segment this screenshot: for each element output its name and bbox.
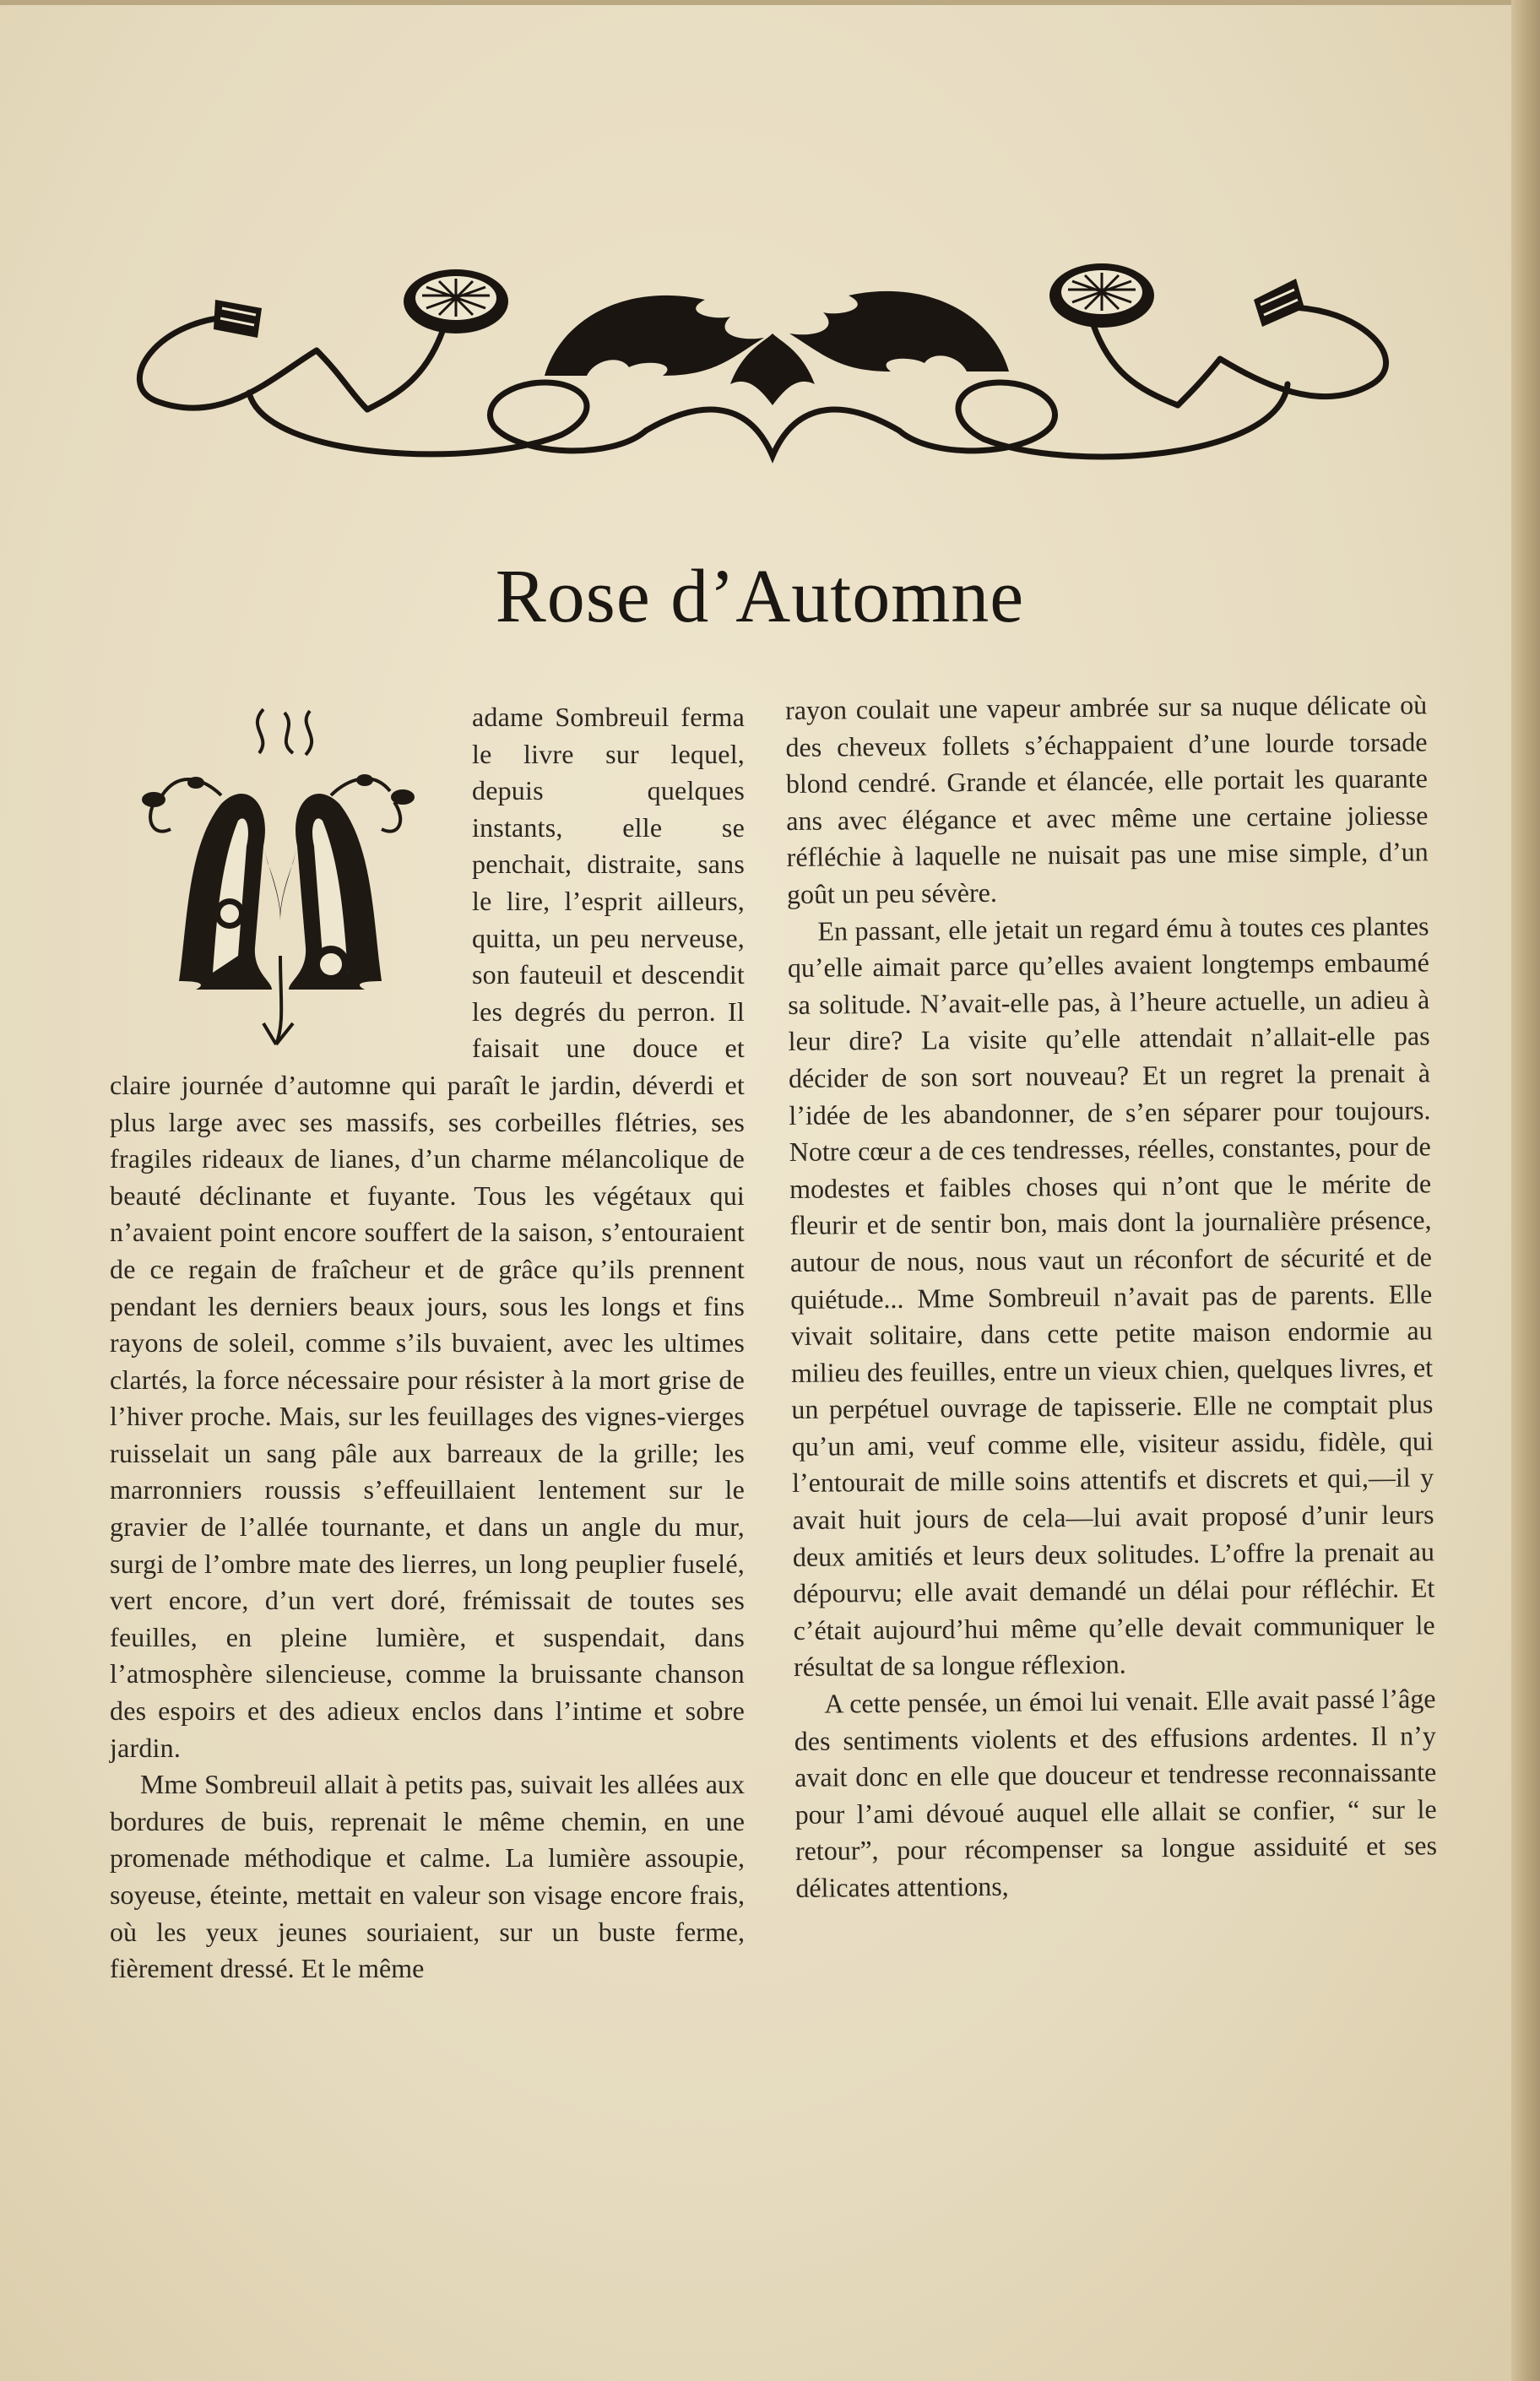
left-paragraph-1: adame Sombreuil ferma le livre sur lequel, depuis quelques instants, elle se penchait, distraite, sans le lire, l’esprit ailleurs, quitta, un peu nerveuse, son fauteuil et descendit les degrés du perron. Il faisait une douce et claire journée d’automne qui paraît le jardin, déverdi et plus large avec ses massifs, ses corbeilles flétries, ses fragiles rideaux de lianes, d’un charme mélancolique de beauté déclinante et fuyante. Tous les végétaux qui n’avaient point encore souffert de la saison, s’entouraient de ce regain de fraîcheur et de grâce qu’ils prennent pendant les derniers beaux jours, sous les longs et fins rayons de soleil, comme s’ils buvaient, avec les ultimes clartés, la force nécessaire pour résister à la mort grise de l’hiver proche. Mais, sur les feuillages des vignes-vierges ruisselait un sang pâle aux barreaux de la grille; les marronniers roussis s’effeuillaient lentement sur le gravier de l’allée tournante, et dans un angle du mur, surgi de l’ombre mate des lierres, un long peuplier fuselé, vert encore, d’un vert doré, frémissait de toutes ses feuilles, en pleine lumière, et suspendait, dans l’atmosphère silencieuse, comme la bruissante chanson des espoirs et des adieux enclos dans l’intime et sobre jardin.: [110, 702, 745, 1763]
dandelion-ornament-icon: [122, 249, 1423, 477]
right-paragraph-2: En passant, elle jetait un regard ému à toutes ces plantes qu’elle aimait parce qu’elles avaient longtemps embaumé sa solitude. N’avait-elle pas, à l’heure actuelle, un adieu à leur dire? La visite qu’elle attendait n’allait-elle pas décider de son sort nouveau? Et un regret la prenait à l’idée de les abandonner, de s’en séparer pour toujours. Notre cœur a de ces tendresses, réelles, constantes, pour de modestes et faibles choses qui n’ont que le mérite de fleurir et de sentir bon, mais dont la journalière présence, autour de nous, nous vaut un réconfort de sécurité et de quiétude... Mme Sombreuil n’avait pas de parents. Elle vivait solitaire, dans cette petite maison endormie au milieu des feuilles, entre un vieux chien, quelques livres, et un perpétuel ouvrage de tapisserie. Elle ne comptait plus qu’un ami, veuf comme elle, visiteur assidu, fidèle, qui l’entourait de mille soins attentifs et discrets et qui,—il y avait huit jours de cela—lui avait proposé d’unir leurs deux amitiés et leurs deux solitudes. L’offre la prenait au dépourvu; elle avait demandé un délai pour réfléchir. Et c’était aujourd’hui même qu’elle devait communiquer le résultat de sa longue réflexion.: [787, 909, 1435, 1683]
left-column: [110, 699, 745, 1988]
dropcap-m-icon: [103, 702, 462, 1057]
page-right-edge: [1511, 0, 1540, 2381]
right-paragraph-3: A cette pensée, un émoi lui venait. Elle avait passé l’âge des sentiments violents et des effusions ardentes. Il n’y avait donc en elle que douceur et tendresse reconnaissante pour l’ami dévoué auquel elle allait se confier, “ sur le retour”, pour récompenser sa longue assiduité et ses délicates attentions,: [794, 1683, 1438, 1903]
left-paragraph-2: Mme Sombreuil allait à petits pas, suivait les allées aux bordures de buis, reprenait le même chemin, en une promenade méthodique et calme. La lumière assoupie, soyeuse, éteinte, mettait en valeur son visage encore frais, où les yeux jeunes souriaient, sur un buste ferme, fièrement dressé. Et le même: [110, 1769, 745, 1984]
right-paragraph-1: rayon coulait une vapeur ambrée sur sa nuque délicate où des cheveux follets s’échappaient d’une lourde torsade blond cendré. Grande et élancée, elle portait les quarante ans avec élégance et avec même une certaine joliesse réfléchie à laquelle ne nuisait pas une mise simple, d’un goût un peu sévère.: [785, 689, 1429, 909]
article-title: Rose d’Automne: [495, 555, 1025, 638]
page-top-edge: [0, 0, 1540, 5]
right-column: [785, 686, 1438, 1906]
